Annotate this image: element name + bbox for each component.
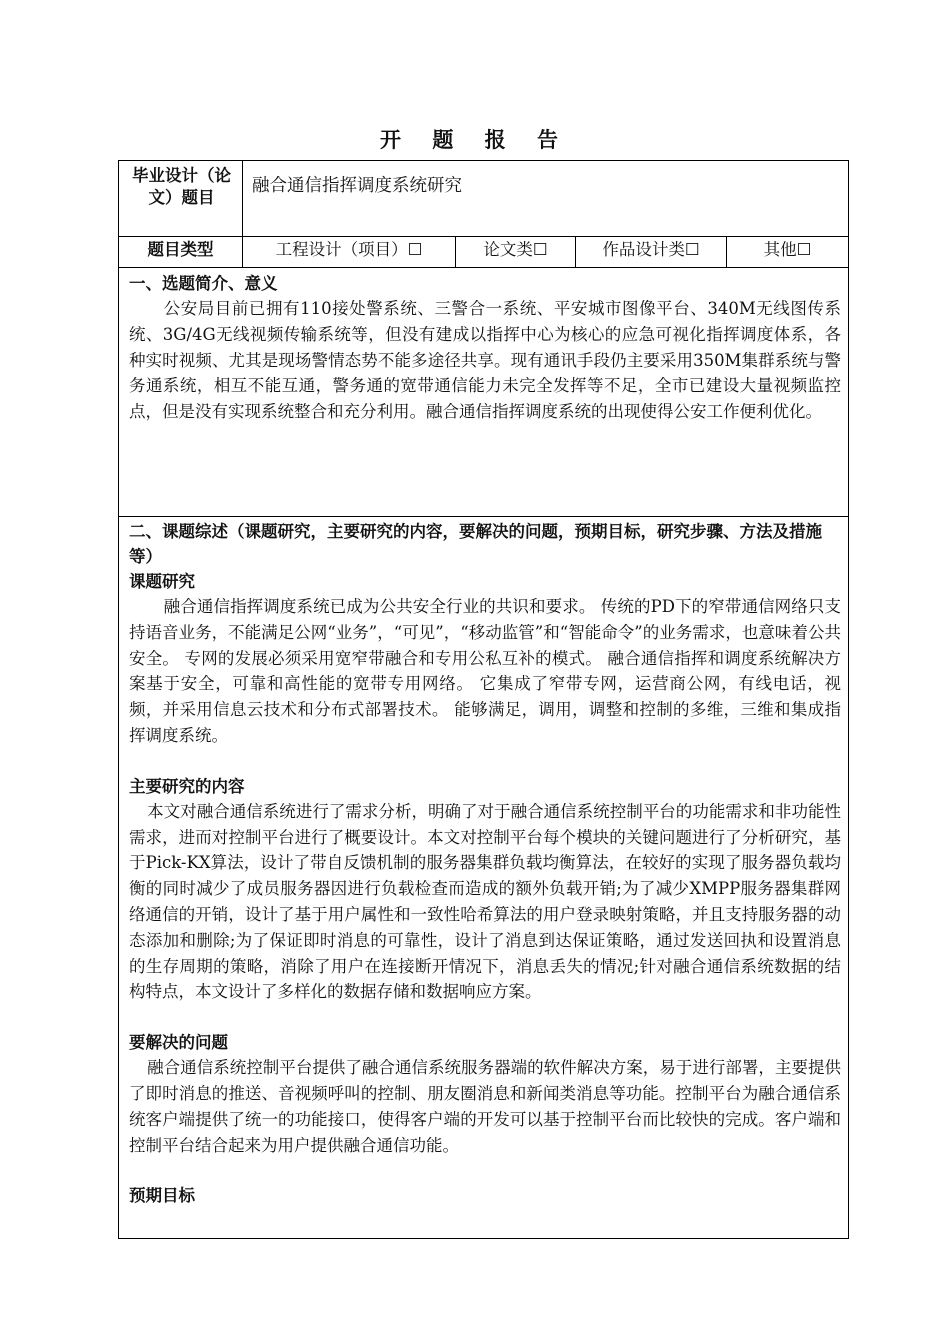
subsection-problems-body: 融合通信系统控制平台提供了融合通信系统服务器端的软件解决方案，易于进行部署，主要提供了即时消息的推送、音视频呼叫的控制、朋友圈消息和新闻类消息等功能。控制平台为融合通信系统客户端提供了统一的功能接口，使得客户端的开发可以基于控制平台而比较快的完成。客户端和控制平台结合起来为用户提供融合通信功能。 xyxy=(129,1058,841,1155)
subsection-research-body: 融合通信指挥调度系统已成为公共安全行业的共识和要求。 传统的PD下的窄带通信网络只支持语音业务，不能满足公网“业务”，“可见”，“移动监管”和“智能命令”的业务需求，也意味着公共安全。 专网的发展必须采用宽窄带融合和专用公私互补的模式。 融合通信指挥和调度系统解决方案基于安全，可靠和高性能的宽带专用网络。 它集成了窄带专网，运营商公网，有线电话，视频，并采用信息云技术和分布式部署技术。 能够满足，调用，调整和控制的多维，三维和集成指挥调度系统。 xyxy=(129,597,841,745)
section-review-heading: 二、课题综述（课题研究，主要研究的内容，要解决的问题，预期目标，研究步骤、方法及措施等） xyxy=(129,522,822,566)
row-divider xyxy=(119,267,848,268)
section-intro-heading: 一、选题简介、意义 xyxy=(129,274,278,293)
topic-type-label: 题目类型 xyxy=(147,240,214,259)
thesis-title-value: 融合通信指挥调度系统研究 xyxy=(252,176,462,196)
section-intro-body: 公安局目前已拥有110接处警系统、三警合一系统、平安城市图像平台、340M无线图传系统、3G/4G无线视频传输系统等，但没有建成以指挥中心为核心的应急可视化指挥调度体系，各种实时视频、尤其是现场警情态势不能多途径共享。现有通讯手段仍主要采用350M集群系统与警务通系统，相互不能互通，警务通的宽带通信能力未完全发挥等不足，全市已建设大量视频监控点，但是没有实现系统整合和充分利用。融合通信指挥调度系统的出现使得公安工作便利优化。 xyxy=(129,299,841,422)
type-option-work-design: 作品设计类☐ xyxy=(602,240,700,259)
subsection-research-heading: 课题研究 xyxy=(129,572,195,591)
type-option-other: 其他☐ xyxy=(763,240,812,259)
subsection-problems-heading: 要解决的问题 xyxy=(129,1033,228,1053)
row-divider xyxy=(119,516,848,517)
document-title: 开 题 报 告 xyxy=(380,127,570,152)
type-option-thesis: 论文类☐ xyxy=(483,240,548,259)
section-review xyxy=(129,519,841,1208)
proposal-table xyxy=(118,160,849,1239)
section-intro xyxy=(129,271,841,425)
subsection-content-body: 本文对融合通信系统进行了需求分析，明确了对于融合通信系统控制平台的功能需求和非功能性需求，进而对控制平台进行了概要设计。本文对控制平台每个模块的关键问题进行了分析研究，基于Pick-KX算法，设计了带自反馈机制的服务器集群负载均衡算法，在较好的实现了服务器负载均衡的同时减少了成员服务器因进行负载检查而造成的额外负载开销;为了减少XMPP服务器集群网络通信的开销，设计了基于用户属性和一致性哈希算法的用户登录映射策略，并且支持服务器的动态添加和删除;为了保证即时消息的可靠性，设计了消息到达保证策略，通过发送回执和设置消息的生存周期的策略，消除了用户在连接断开情况下，消息丢失的情况;针对融合通信系统数据的结构特点，本文设计了多样化的数据存储和数据响应方案。 xyxy=(129,801,841,1002)
subsection-goals-heading: 预期目标 xyxy=(129,1186,195,1206)
thesis-title-label: 毕业设计（论文）题目 xyxy=(132,166,231,207)
type-option-engineering: 工程设计（项目）☐ xyxy=(275,240,423,259)
row-divider xyxy=(119,236,848,237)
subsection-content-heading: 主要研究的内容 xyxy=(129,776,245,796)
